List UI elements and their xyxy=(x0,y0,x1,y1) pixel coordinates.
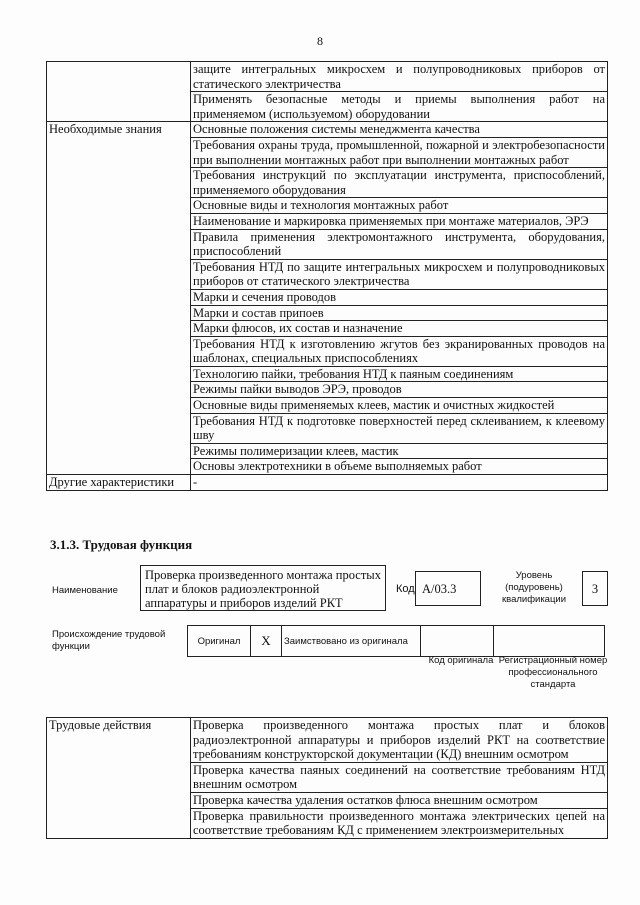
level-label: Уровень (подуровень) квалификации xyxy=(501,570,567,605)
original-mark: X xyxy=(251,626,282,657)
table-row xyxy=(47,718,608,763)
labor-action-item: Проверка качества паяных соединений на соответствие требованиям НТД внешним осмотром xyxy=(191,762,608,792)
other-characteristics-label: Другие характеристики xyxy=(47,475,191,491)
labor-action-item: Проверка произведенного монтажа простых плат и блоков радиоэлектронной аппаратуры и приборов изделий РКТ на соответствие требованиям конструкторской документации (КД) внешним осмотром xyxy=(191,718,608,763)
knowledge-item: Режимы пайки выводов ЭРЭ, проводов xyxy=(191,382,608,398)
skills-label-cell xyxy=(47,62,191,122)
knowledge-item: Режимы полимеризации клеев, мастик xyxy=(191,443,608,459)
knowledge-item: Основные виды и технология монтажных работ xyxy=(191,198,608,214)
knowledge-item: Основные положения системы менеджмента качества xyxy=(191,122,608,138)
function-name-value: Проверка произведенного монтажа простых плат и блоков радиоэлектронной аппаратуры и приборов изделий РКТ xyxy=(140,565,386,611)
knowledge-item: Требования охраны труда, промышленной, пожарной и электробезопасности при выполнении монтажных работ при выполнении монтажных работ xyxy=(191,137,608,167)
function-name-label: Наименование xyxy=(52,585,118,596)
knowledge-label: Необходимые знания xyxy=(47,122,191,475)
origin-table xyxy=(187,625,605,657)
registration-number-cell xyxy=(494,626,605,657)
skill-item: защите интегральных микросхем и полупроводниковых приборов от статического электричества xyxy=(191,62,608,92)
table-row xyxy=(47,475,608,491)
knowledge-item: Основные виды применяемых клеев, мастик и очистных жидкостей xyxy=(191,398,608,414)
knowledge-item: Требования инструкций по эксплуатации инструмента, приспособлений, применяемого оборудования xyxy=(191,168,608,198)
labor-actions-label: Трудовые действия xyxy=(47,718,191,839)
knowledge-item: Марки флюсов, их состав и назначение xyxy=(191,321,608,337)
labor-action-item: Проверка правильности произведенного монтажа электрических цепей на соответствие требованиям КД с применением электроизмерительных xyxy=(191,808,608,838)
code-label: Код xyxy=(396,583,415,595)
knowledge-item: Марки и сечения проводов xyxy=(191,289,608,305)
labor-actions-table xyxy=(46,717,608,839)
knowledge-item: Правила применения электромонтажного инструмента, оборудования, приспособлений xyxy=(191,229,608,259)
code-caption: Код оригинала xyxy=(428,655,494,666)
knowledge-item: Требования НТД по защите интегральных микросхем и полупроводниковых приборов от статического электричества xyxy=(191,259,608,289)
registration-caption: Регистрационный номер профессионального стандарта xyxy=(498,655,608,690)
other-characteristics-value: - xyxy=(191,475,608,491)
skill-item: Применять безопасные методы и приемы выполнения работ на применяемом (используемом) оборудовании xyxy=(191,92,608,122)
knowledge-item: Наименование и маркировка применяемых при монтаже материалов, ЭРЭ xyxy=(191,213,608,229)
knowledge-item: Основы электротехники в объеме выполняемых работ xyxy=(191,459,608,475)
original-label: Оригинал xyxy=(188,626,251,657)
original-code-cell xyxy=(421,626,494,657)
section-heading: 3.1.3. Трудовая функция xyxy=(50,537,193,552)
level-value: 3 xyxy=(582,571,608,606)
borrowed-label: Заимствовано из оригинала xyxy=(282,626,421,657)
origin-label: Происхождение трудовой функции xyxy=(52,629,166,652)
table-row xyxy=(47,122,608,138)
knowledge-item: Марки и состав припоев xyxy=(191,305,608,321)
knowledge-item: Требования НТД к подготовке поверхностей перед склеиванием, к клеевому шву xyxy=(191,413,608,443)
code-value: А/03.3 xyxy=(415,571,481,606)
labor-action-item: Проверка качества удаления остатков флюса внешним осмотром xyxy=(191,792,608,808)
table-row xyxy=(47,62,608,92)
knowledge-item: Требования НТД к изготовлению жгутов без экранированных проводов на шаблонах, специальных приспособлениях xyxy=(191,336,608,366)
skills-knowledge-table xyxy=(46,61,608,491)
page-number: 8 xyxy=(317,34,323,48)
knowledge-item: Технологию пайки, требования НТД к паяным соединениям xyxy=(191,366,608,382)
